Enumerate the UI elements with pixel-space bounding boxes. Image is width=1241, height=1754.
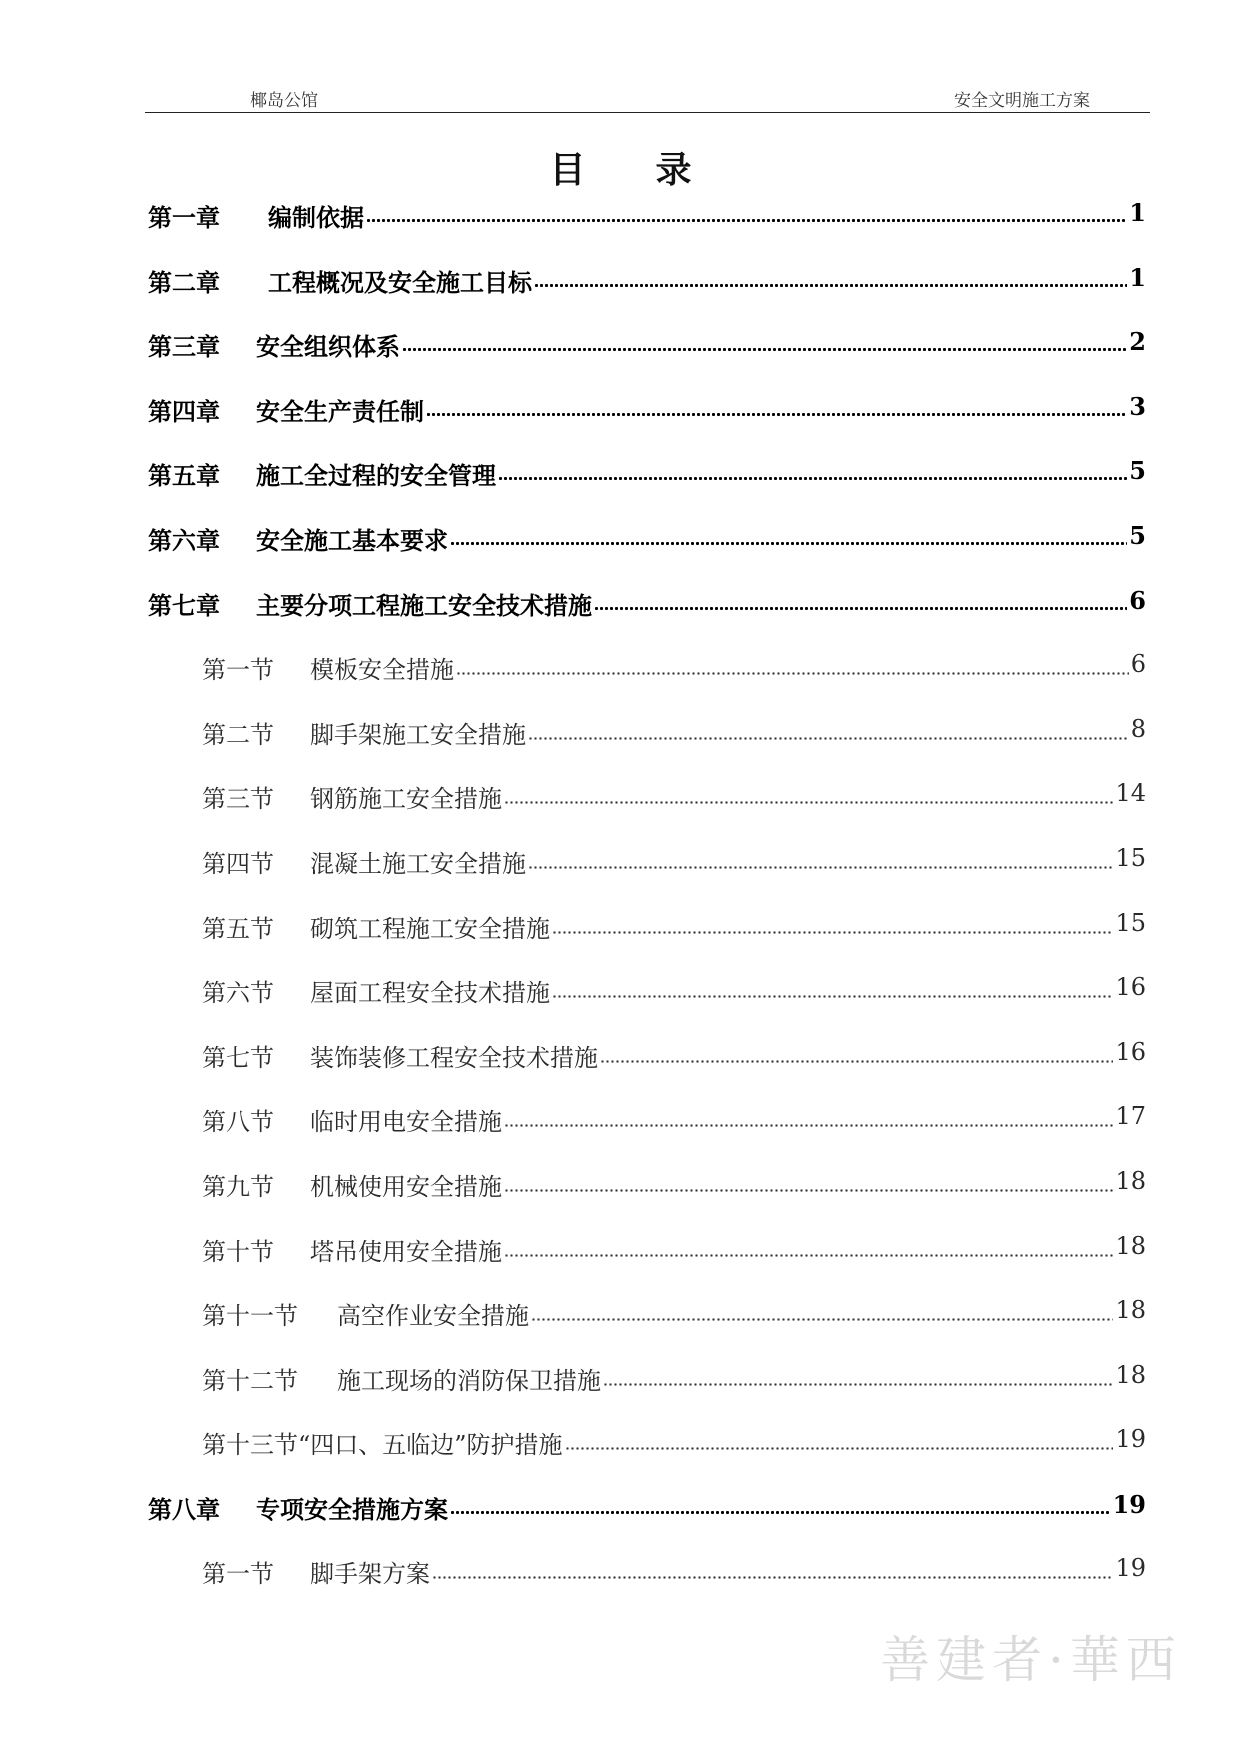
toc-dot-leader [504, 1167, 1113, 1232]
toc-entry-title: 临时用电安全措施 [310, 1108, 502, 1137]
toc-entry-title: 机械使用安全措施 [310, 1172, 502, 1201]
toc-dot-leader [366, 198, 1127, 263]
toc-page-number: 1 [1129, 262, 1146, 292]
toc-entry-title: “四口、五临边”防护措施 [298, 1431, 563, 1460]
toc-chapter-entry[interactable] [148, 521, 1146, 586]
toc-page-number: 14 [1115, 779, 1146, 808]
toc-page-number: 19 [1112, 1489, 1146, 1519]
toc-page-number: 1 [1129, 198, 1146, 227]
toc-dot-leader [450, 521, 1127, 586]
toc-entry-title: 施工现场的消防保卫措施 [337, 1366, 601, 1395]
toc-entry-number: 第六章 [148, 525, 220, 555]
toc-page-number: 5 [1129, 520, 1146, 550]
toc-dot-leader [603, 1361, 1113, 1426]
toc-entry-title: 模板安全措施 [310, 656, 454, 685]
toc-section-entry[interactable] [148, 1554, 1146, 1619]
toc-entry-title: 安全生产责任制 [256, 396, 424, 426]
toc-chapter-entry[interactable] [148, 263, 1146, 328]
toc-entry-number: 第一章 [148, 203, 220, 232]
toc-entry-title: 脚手架方案 [310, 1560, 430, 1589]
toc-section-entry[interactable] [148, 1361, 1146, 1426]
toc-section-entry[interactable] [148, 650, 1146, 715]
toc-section-entry[interactable] [148, 1167, 1146, 1232]
toc-dot-leader [552, 973, 1113, 1038]
toc-section-entry[interactable] [148, 1425, 1146, 1490]
toc-entry-title: 钢筋施工安全措施 [310, 785, 502, 814]
toc-entry-title: 屋面工程安全技术措施 [310, 979, 550, 1008]
toc-page-number: 18 [1115, 1360, 1146, 1389]
toc-dot-leader [504, 1232, 1113, 1297]
toc-title: 目录 [549, 149, 762, 191]
toc-section-entry[interactable] [148, 715, 1146, 780]
toc-page-number: 2 [1129, 327, 1146, 357]
toc-entry-title: 编制依据 [268, 203, 364, 232]
toc-section-entry[interactable] [148, 1102, 1146, 1167]
toc-dot-leader [594, 586, 1127, 651]
toc-dot-leader [426, 392, 1127, 457]
toc-page-number: 16 [1115, 973, 1146, 1002]
toc-entry-number: 第十三节 [202, 1431, 298, 1460]
toc-dot-leader [432, 1554, 1113, 1619]
toc-chapter-entry[interactable] [148, 198, 1146, 263]
toc-page-number: 16 [1115, 1037, 1146, 1066]
toc-entry-title: 装饰装修工程安全技术措施 [310, 1043, 598, 1072]
toc-section-entry[interactable] [148, 1232, 1146, 1297]
toc-entry-number: 第一节 [202, 1560, 274, 1589]
toc-section-entry[interactable] [148, 1296, 1146, 1361]
toc-section-entry[interactable] [148, 1038, 1146, 1103]
toc-dot-leader [565, 1425, 1114, 1490]
toc-page-number: 18 [1115, 1166, 1146, 1195]
toc-dot-leader [531, 1296, 1113, 1361]
toc-entry-title: 工程概况及安全施工目标 [268, 267, 532, 297]
toc-dot-leader [552, 909, 1113, 974]
toc-entry-title: 混凝土施工安全措施 [310, 849, 526, 878]
toc-dot-leader [450, 1490, 1111, 1555]
toc-dot-leader [498, 456, 1127, 521]
toc-entry-title: 脚手架施工安全措施 [310, 720, 526, 749]
toc-dot-leader [528, 715, 1129, 780]
toc-page-number: 8 [1130, 714, 1146, 743]
toc-entry-title: 主要分项工程施工安全技术措施 [256, 590, 592, 620]
watermark-logo: 善建者·華西 [880, 1631, 1182, 1689]
toc-page-number: 15 [1115, 908, 1146, 937]
toc-entry-number: 第八节 [202, 1108, 274, 1137]
toc-dot-leader [528, 844, 1113, 909]
toc-page-number: 3 [1129, 391, 1146, 421]
toc-dot-leader [600, 1038, 1113, 1103]
toc-entry-title: 安全施工基本要求 [256, 525, 448, 555]
toc-entry-title: 砌筑工程施工安全措施 [310, 914, 550, 943]
toc-entry-number: 第八章 [148, 1494, 220, 1524]
toc-chapter-entry[interactable] [148, 456, 1146, 521]
toc-page-number: 6 [1130, 650, 1146, 679]
toc-entry-number: 第四节 [202, 849, 274, 878]
toc-page-number: 6 [1129, 585, 1146, 615]
toc-page-number: 17 [1115, 1102, 1146, 1131]
toc-page-number: 18 [1115, 1296, 1146, 1325]
toc-page-number: 19 [1115, 1554, 1146, 1583]
toc-dot-leader [504, 779, 1113, 844]
toc-entry-number: 第二章 [148, 267, 220, 297]
toc-entry-number: 第一节 [202, 656, 274, 685]
toc-chapter-entry[interactable] [148, 1490, 1146, 1555]
toc-entry-number: 第七节 [202, 1043, 274, 1072]
toc-entry-number: 第二节 [202, 720, 274, 749]
toc-dot-leader [456, 650, 1129, 715]
toc-entry-number: 第十一节 [202, 1302, 298, 1331]
toc-entry-number: 第六节 [202, 979, 274, 1008]
header-document-title: 安全文明施工方案 [954, 91, 1090, 111]
toc-chapter-entry[interactable] [148, 586, 1146, 651]
toc-chapter-entry[interactable] [148, 327, 1146, 392]
toc-entry-number: 第三节 [202, 785, 274, 814]
toc-dot-leader [504, 1102, 1113, 1167]
header-project-name: 椰岛公馆 [250, 91, 318, 111]
toc-page-number: 5 [1129, 456, 1146, 486]
toc-entry-number: 第九节 [202, 1172, 274, 1201]
toc-entry-number: 第十节 [202, 1237, 274, 1266]
toc-chapter-entry[interactable] [148, 392, 1146, 457]
toc-entry-title: 高空作业安全措施 [337, 1302, 529, 1331]
toc-entry-number: 第十二节 [202, 1366, 298, 1395]
toc-entry-number: 第四章 [148, 396, 220, 426]
toc-entry-title: 安全组织体系 [256, 332, 400, 362]
toc-entry-number: 第三章 [148, 332, 220, 362]
page-header [145, 84, 1150, 113]
toc-entry-title: 塔吊使用安全措施 [310, 1237, 502, 1266]
toc-dot-leader [402, 327, 1127, 392]
toc-entry-number: 第七章 [148, 590, 220, 620]
toc-section-entry[interactable] [148, 909, 1146, 974]
toc-section-entry[interactable] [148, 779, 1146, 844]
table-of-contents [148, 198, 1146, 1619]
toc-entry-title: 施工全过程的安全管理 [256, 461, 496, 491]
toc-entry-number: 第五节 [202, 914, 274, 943]
toc-dot-leader [534, 263, 1127, 328]
toc-section-entry[interactable] [148, 844, 1146, 909]
toc-page-number: 18 [1115, 1231, 1146, 1260]
toc-section-entry[interactable] [148, 973, 1146, 1038]
toc-entry-title: 专项安全措施方案 [256, 1494, 448, 1524]
toc-page-number: 19 [1115, 1425, 1146, 1454]
toc-page-number: 15 [1115, 843, 1146, 872]
toc-entry-number: 第五章 [148, 461, 220, 491]
